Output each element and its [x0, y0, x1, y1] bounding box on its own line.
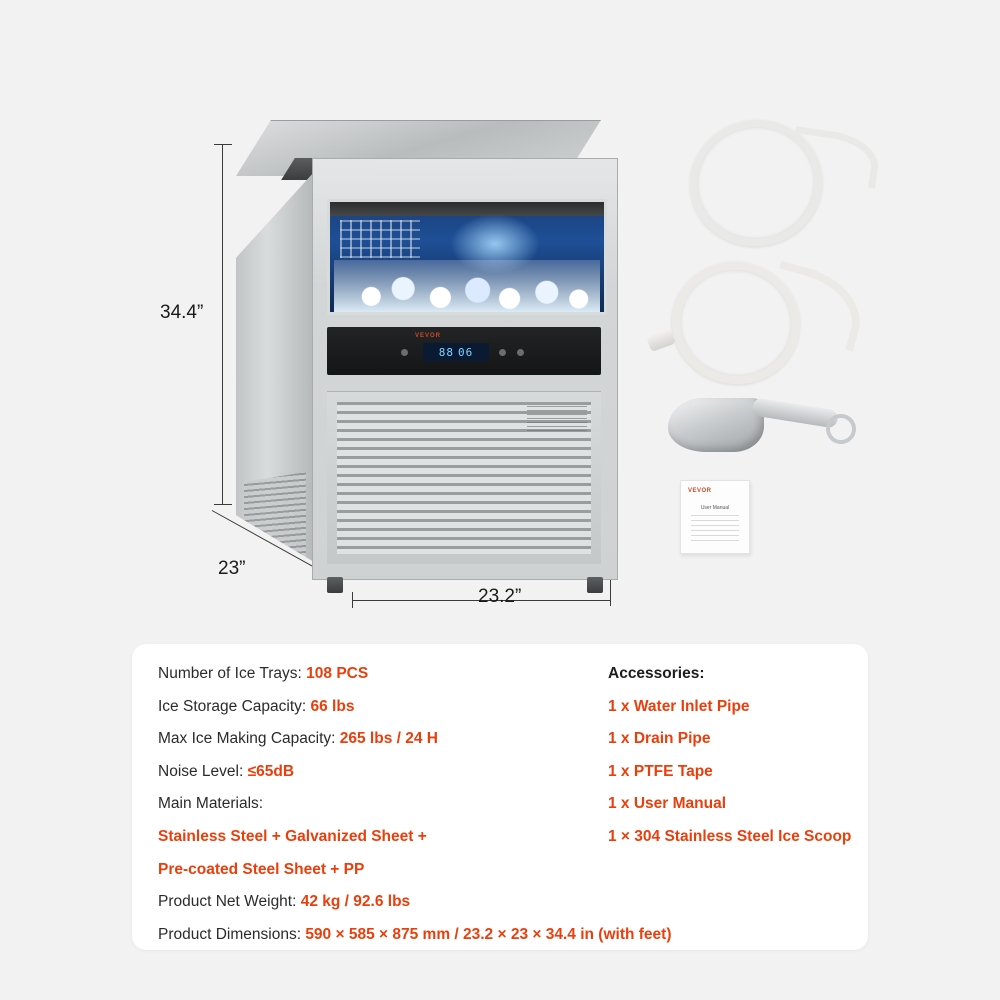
machine-side-panel: [236, 172, 314, 562]
height-dimension-label: 34.4”: [160, 302, 204, 323]
ice-mold-grid: [340, 220, 420, 258]
machine-foot-right: [587, 577, 603, 593]
specification-card: [132, 644, 868, 950]
height-tick-bottom: [214, 504, 232, 505]
machine-front-face: [312, 158, 618, 580]
height-dimension-line: [222, 144, 223, 504]
panel-button-left[interactable]: [401, 349, 408, 356]
materials-label: Main Materials:: [158, 795, 264, 813]
spec-value: 265 lbs / 24 H: [339, 730, 438, 748]
user-manual-booklet: [680, 480, 750, 554]
materials-line-2: Pre-coated Steel Sheet + PP: [158, 860, 365, 878]
drain-pipe-cuff: [646, 328, 676, 352]
net-weight-label: Product Net Weight:: [158, 893, 301, 911]
height-tick-top: [214, 144, 232, 145]
spec-label: Number of Ice Trays:: [158, 665, 307, 682]
spec-row: [158, 919, 672, 952]
width-tick-left: [352, 592, 353, 608]
accessories-heading: Accessories:: [608, 665, 705, 682]
product-dimensions-label: Product Dimensions:: [158, 925, 306, 943]
digital-display: [423, 343, 489, 361]
net-weight-value: 42 kg / 92.6 lbs: [300, 893, 411, 911]
side-vent: [244, 472, 306, 572]
spec-row: [158, 756, 588, 789]
spec-label: Noise Level:: [158, 762, 248, 780]
accessory-item: 1 x PTFE Tape: [608, 762, 713, 780]
machine-foot-left: [327, 577, 343, 593]
brand-logo: VEVOR: [415, 333, 442, 339]
grille-spec-plate: [527, 406, 587, 432]
materials-line-1: Stainless Steel + Galvanized Sheet +: [158, 827, 427, 845]
spec-label: Ice Storage Capacity:: [158, 697, 311, 715]
spec-value: 108 PCS: [306, 665, 369, 682]
control-panel[interactable]: [327, 327, 601, 375]
display-value-right: 06: [458, 345, 474, 359]
depth-dimension-label: 23”: [218, 558, 246, 579]
accessory-item: 1 x User Manual: [608, 795, 727, 813]
ice-scoop-body: [668, 398, 764, 452]
spec-row: [158, 886, 588, 919]
accessory-item: 1 x Water Inlet Pipe: [608, 697, 750, 715]
spec-value: 66 lbs: [310, 697, 355, 715]
spec-row: [158, 658, 588, 691]
ice-maker-machine: [236, 120, 616, 590]
spec-label: Max Ice Making Capacity:: [158, 730, 340, 748]
front-grille: [327, 391, 601, 564]
accessory-item: 1 x Drain Pipe: [608, 730, 711, 748]
manual-text-lines: [691, 515, 739, 545]
spec-row: [158, 691, 588, 724]
accessory-item: 1 × 304 Stainless Steel Ice Scoop: [608, 827, 852, 845]
spec-value: ≤65dB: [247, 762, 295, 780]
spec-row: [158, 723, 588, 756]
ice-compartment-window: [327, 199, 607, 315]
panel-button-right[interactable]: [499, 349, 506, 356]
accessories-column: [608, 658, 858, 854]
display-value-left: 88: [438, 345, 454, 359]
ice-cubes: [334, 260, 600, 312]
width-dimension-label: 23.2”: [478, 586, 522, 607]
product-dimensions-value: 590 × 585 × 875 mm / 23.2 × 23 × 34.4 in (with feet): [305, 925, 672, 943]
manual-brand-logo: VEVOR: [688, 488, 712, 494]
panel-button-power[interactable]: [517, 349, 524, 356]
manual-title: User Manual: [700, 505, 730, 511]
